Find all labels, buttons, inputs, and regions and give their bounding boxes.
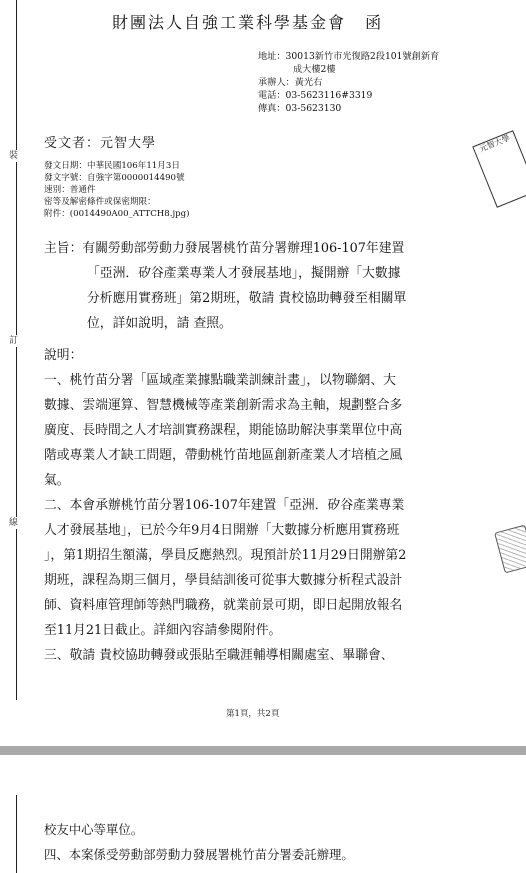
binding-mark-ding: 訂	[9, 336, 19, 346]
recipient: 受文者：元智大學	[44, 136, 157, 151]
document-number: 發文字號：自強字第0000014490號	[44, 173, 185, 183]
sender-contact-person: 承辦人：黃光右	[258, 77, 323, 88]
issue-date: 發文日期：中華民國106年11月3日	[44, 161, 180, 171]
seal-stamp	[494, 525, 526, 574]
binding-mark-xian: 線	[9, 518, 19, 528]
explanation-line: 」，第1期招生額滿，學員反應熱烈。現預計於11月29日開辦第2	[44, 548, 407, 563]
sender-fax: 傳真：03-5623130	[258, 103, 342, 114]
letter-title	[112, 10, 383, 33]
explanation-line: 氣。	[44, 473, 70, 488]
binding-line	[16, 795, 17, 873]
explanation-line: 數據、雲端運算、智慧機械等產業創新需求為主軸，規劃整合多	[44, 398, 403, 413]
document-type: 函	[365, 13, 384, 32]
explanation-line: 人才發展基地」，已於今年9月4日開辦「大數據分析應用實務班	[44, 523, 400, 538]
stamp-text: 元智大學	[478, 133, 512, 154]
explanation-line: 二、本會承辦桃竹苗分署106-107年建置「亞洲．矽谷產業專業	[44, 498, 405, 513]
binding-line	[16, 0, 17, 700]
explanation-line: 至11月21日截止。詳細內容請參閱附件。	[44, 623, 282, 638]
document-metadata	[44, 160, 190, 220]
sender-address-line-1: 地址：30013新竹市光復路2段101號創新育	[258, 51, 440, 62]
explanation-line: 四、本案係受勞動部勞動力發展署桃竹苗分署委託辦理。	[44, 847, 354, 862]
page-2-content	[44, 817, 354, 867]
explanation-line: 階或專業人才缺工問題，帶動桃竹苗地區創新產業人才培植之風	[44, 448, 403, 463]
urgency: 速別：普通件	[44, 185, 96, 195]
subject-line-1: 主旨：有關勞動部勞動力發展署桃竹苗分署辦理106-107年建置	[44, 241, 405, 256]
explanation-line: 三、敬請 貴校協助轉發或張貼至職涯輔導相關處室、畢聯會、	[44, 648, 394, 663]
page-number: 第1頁，共2頁	[226, 709, 280, 719]
sender-info	[258, 50, 439, 115]
attachment-link[interactable]: 附件：(0014490A00_ATTCH8.jpg)	[44, 209, 190, 219]
explanation-line: 期班，課程為期三個月，學員結訓後可從事大數據分析程式設計	[44, 573, 403, 588]
subject-line-4: 位，詳如說明，請 查照。	[87, 316, 232, 331]
organization-name: 財團法人自強工業科學基金會	[112, 13, 347, 32]
subject-section	[44, 236, 406, 336]
received-stamp	[472, 130, 526, 208]
sender-address-line-2: 成大樓2樓	[293, 64, 336, 75]
explanation-label: 說明：	[44, 348, 83, 363]
page-separator	[0, 746, 526, 755]
classification: 密等及解密條件或保密期限：	[44, 197, 156, 207]
explanation-line: 廣度、長時間之人才培訓實務課程，期能協助解決事業單位中高	[44, 423, 403, 438]
explanation-line: 校友中心等單位。	[44, 822, 144, 837]
document-page-2	[0, 755, 526, 873]
subject-line-3: 分析應用實務班」第2期班，敬請 貴校協助轉發至相關單	[87, 291, 407, 306]
explanation-line: 一、桃竹苗分署「區域產業據點職業訓練計畫」，以物聯網、大	[44, 373, 396, 388]
explanation-section	[44, 343, 406, 668]
subject-line-2: 「亞洲．矽谷產業專業人才發展基地」，擬開辦「大數據	[87, 266, 401, 281]
sender-phone: 電話：03-5623116#3319	[258, 90, 373, 101]
explanation-line: 師、資料庫管理師等熱門職務，就業前景可期，即日起開放報名	[44, 598, 403, 613]
binding-mark-zhuang: 裝	[9, 151, 19, 161]
